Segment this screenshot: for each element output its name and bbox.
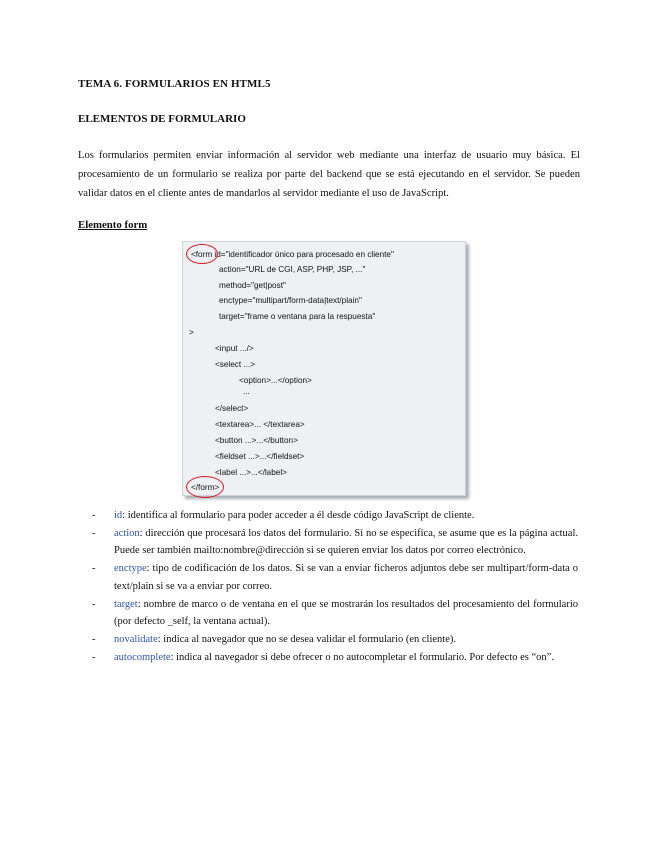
code-line: action="URL de CGI, ASP, PHP, JSP, ...": [219, 265, 366, 274]
attribute-term: autocomplete: [114, 651, 171, 663]
section-heading: ELEMENTOS DE FORMULARIO: [78, 113, 246, 125]
list-item: [92, 525, 578, 560]
code-line: <label ...>...</label>: [215, 468, 287, 477]
document-title: TEMA 6. FORMULARIOS EN HTML5: [78, 78, 271, 90]
bullet-marker: -: [92, 633, 96, 645]
list-item: [92, 507, 578, 525]
code-line: <select ...>: [215, 360, 256, 369]
attribute-term: target: [114, 598, 138, 610]
attribute-term: enctype: [114, 563, 147, 575]
bullet-marker: -: [92, 651, 96, 663]
attribute-term: novalidate: [114, 633, 158, 645]
attribute-description: : dirección que procesará los datos del formulario. Si no se especifica, se asume que es la página actual. Puede ser también mailto:nombre@dirección si se quieren enviar los datos por correo electrónico.: [114, 527, 578, 557]
list-item: [92, 596, 578, 631]
form-code-figure: [182, 241, 466, 496]
bullet-marker: -: [92, 527, 96, 539]
attribute-description: : indica al navegador si debe ofrecer o no autocompletar el formulario. Por defecto es “on”.: [170, 651, 554, 663]
code-line: method="get|post": [219, 281, 286, 290]
intro-paragraph: Los formularios permiten enviar información al servidor web mediante una interfaz de usuario muy básica. El procesamiento de un formulario se realiza por parte del backend que se está ejecutando en el servidor. Se pueden validar datos en el cliente antes de mandarlos al servidor mediante el uso de JavaScript.: [78, 150, 580, 199]
code-line: <textarea>... </textarea>: [215, 420, 305, 429]
code-line: enctype="multipart/form-data|text/plain": [219, 296, 362, 305]
bullet-marker: -: [92, 598, 96, 610]
attribute-description: : nombre de marco o de ventana en el que se mostrarán los resultados del procesamiento del formulario (por defecto _self, la ventana actual).: [114, 598, 578, 628]
list-item: [92, 649, 578, 667]
attribute-list: [92, 507, 578, 666]
code-line: >: [189, 328, 194, 337]
bullet-marker: -: [92, 510, 96, 521]
code-line: <option>...</option>: [239, 376, 312, 385]
code-line: </select>: [215, 404, 249, 413]
code-line: <fieldset ...>...</fieldset>: [215, 452, 305, 461]
code-line: target="frame o ventana para la respuesta": [219, 312, 376, 321]
code-line: <input .../>: [215, 344, 254, 353]
bullet-marker: -: [92, 563, 96, 575]
highlight-circle-close-tag: [186, 476, 224, 498]
attribute-term: action: [114, 527, 140, 539]
code-line: <button ...>...</button>: [215, 436, 298, 445]
list-item: [92, 560, 578, 595]
list-item: [92, 631, 578, 649]
code-line: </form>: [191, 483, 220, 492]
highlight-circle-open-tag: [186, 244, 218, 264]
subsection-heading: Elemento form: [78, 219, 148, 231]
attribute-term: id: [114, 510, 123, 521]
attribute-description: : identifica al formulario para poder acceder a él desde código JavaScript de cliente.: [122, 510, 475, 521]
attribute-description: : tipo de codificación de los datos. Si se van a enviar ficheros adjuntos debe ser multipart/form-data o text/plain si se va a enviar por correo.: [114, 563, 578, 592]
code-line: <form id="identificador único para procesado en cliente": [191, 250, 394, 259]
code-line: ...: [243, 387, 250, 396]
attribute-description: : indica al navegador que no se desea validar el formulario (en cliente).: [157, 633, 456, 645]
